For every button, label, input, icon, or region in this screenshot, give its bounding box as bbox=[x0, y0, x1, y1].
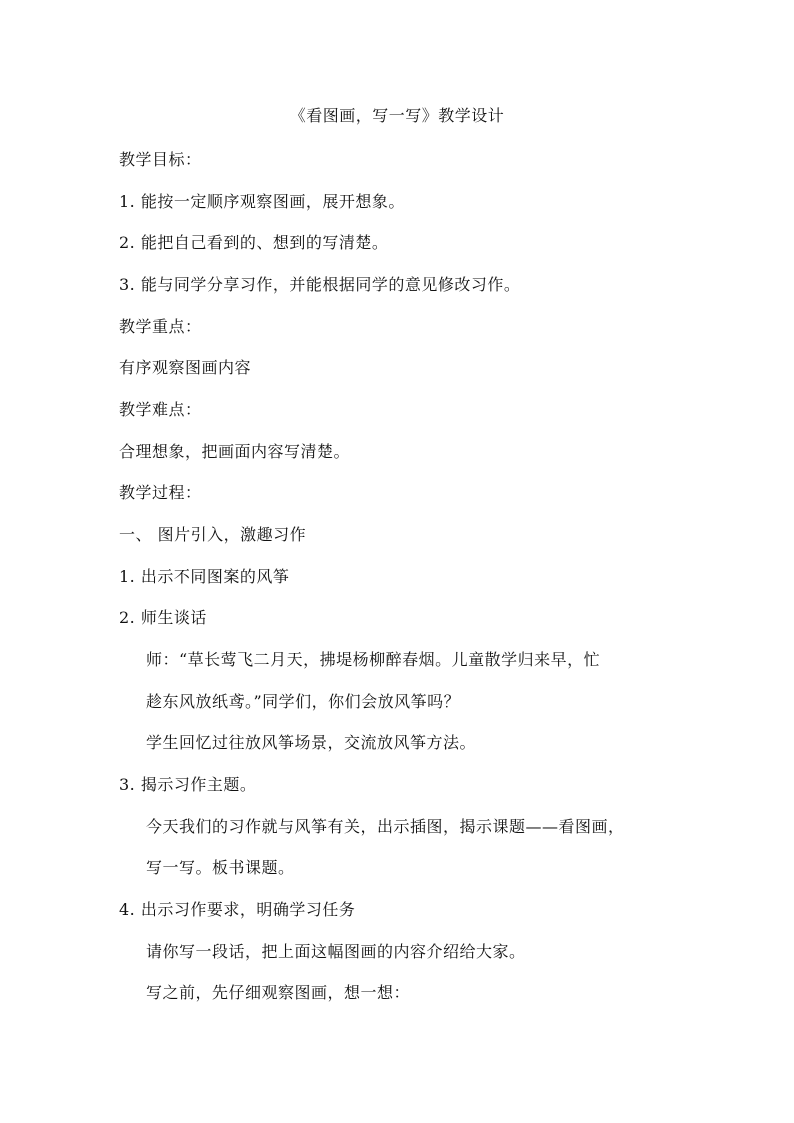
objective-item-3: 3. 能与同学分享习作，并能根据同学的意见修改习作。 bbox=[119, 275, 521, 294]
difficulty-text: 合理想象，把画面内容写清楚。 bbox=[119, 442, 351, 461]
paragraph-line: 师：“草长莺飞二月天，拂堤杨柳醉春烟。儿童散学归来早，忙 bbox=[146, 650, 601, 669]
document-title: 《看图画，写一写》教学设计 bbox=[289, 106, 505, 125]
paragraph-line: 趁东风放纸鸢。”同学们，你们会放风筝吗？ bbox=[146, 692, 461, 711]
section-heading-process: 教学过程： bbox=[119, 483, 202, 502]
process-item-1: 1. 出示不同图案的风筝 bbox=[119, 567, 290, 586]
paragraph-line: 学生回忆过往放风筝场景，交流放风筝方法。 bbox=[146, 733, 477, 752]
section-heading-key-points: 教学重点： bbox=[119, 317, 202, 336]
objective-item-2: 2. 能把自己看到的、想到的写清楚。 bbox=[119, 233, 389, 252]
paragraph-line: 写一写。板书课题。 bbox=[146, 858, 295, 877]
process-step-heading-1: 一、 图片引入，激趣习作 bbox=[119, 525, 307, 544]
objective-item-1: 1. 能按一定顺序观察图画，展开想象。 bbox=[119, 192, 405, 211]
paragraph-line: 请你写一段话，把上面这幅图画的内容介绍给大家。 bbox=[146, 942, 526, 961]
section-heading-difficulties: 教学难点： bbox=[119, 400, 202, 419]
key-point-text: 有序观察图画内容 bbox=[119, 358, 252, 377]
process-item-3: 3. 揭示习作主题。 bbox=[119, 775, 257, 794]
process-item-4: 4. 出示习作要求，明确学习任务 bbox=[119, 900, 356, 919]
process-item-2: 2. 师生谈话 bbox=[119, 608, 207, 627]
section-heading-objectives: 教学目标： bbox=[119, 150, 202, 169]
paragraph-line: 写之前，先仔细观察图画，想一想： bbox=[146, 983, 411, 1002]
paragraph-line: 今天我们的习作就与风筝有关，出示插图，揭示课题——看图画， bbox=[146, 817, 625, 836]
